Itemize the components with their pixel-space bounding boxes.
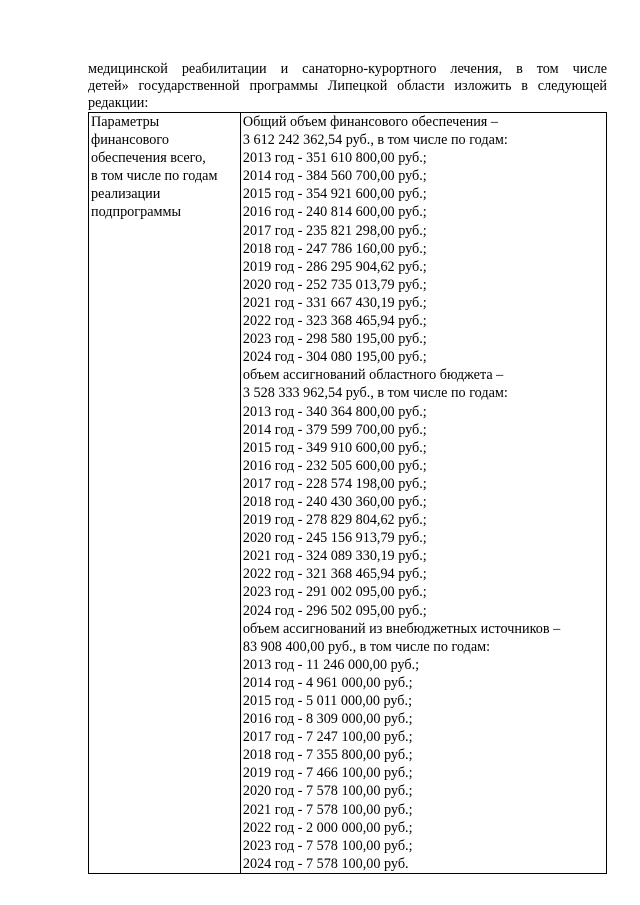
content-line: 2024 год - 296 502 095,00 руб.; [242,602,427,619]
intro-line: медицинской реабилитации и санаторно-курортного лечения, в том числе [88,61,607,77]
content-line: Общий объем финансового обеспечения – [242,114,498,130]
label-line: в том числе по годам [91,168,218,185]
content-line: 2024 год - 7 578 100,00 руб. [242,855,409,872]
content-line: 2022 год - 321 368 465,94 руб.; [242,566,427,583]
label-line: реализации [91,186,161,203]
content-line: 2016 год - 232 505 600,00 руб.; [242,457,427,474]
content-line: 2020 год - 245 156 913,79 руб.; [242,530,427,547]
content-line: 2013 год - 11 246 000,00 руб.; [242,656,420,673]
content-line: 2018 год - 247 786 160,00 руб.; [242,240,427,257]
content-line: 83 908 400,00 руб., в том числе по годам: [242,638,491,655]
label-line: подпрограммы [91,204,181,221]
content-line: 2018 год - 240 430 360,00 руб.; [242,493,427,510]
content-line: 2014 год - 4 961 000,00 руб.; [242,674,413,691]
content-line: 2017 год - 7 247 100,00 руб.; [242,729,413,746]
financing-content-cell [240,113,606,874]
content-line: 2019 год - 286 295 904,62 руб.; [242,258,427,275]
content-line: 2023 год - 291 002 095,00 руб.; [242,584,427,601]
intro-line: детей» государственной программы Липецкой области изложить в следующей [88,78,607,95]
content-line: объем ассигнований из внебюджетных источников – [242,620,561,637]
content-line: 2014 год - 384 560 700,00 руб.; [242,168,427,185]
content-line: 2017 год - 235 821 298,00 руб.; [242,222,427,239]
content-line: 2021 год - 324 089 330,19 руб.; [242,548,427,565]
content-line: 2019 год - 7 466 100,00 руб.; [242,765,413,782]
content-line: 2020 год - 252 735 013,79 руб.; [242,276,427,293]
table-row [89,113,607,874]
content-line: 2021 год - 331 667 430,19 руб.; [242,294,427,311]
content-line: 2023 год - 7 578 100,00 руб.; [242,837,413,854]
content-line: 2015 год - 349 910 600,00 руб.; [242,439,427,456]
label-line: финансового [91,132,169,149]
content-line: объем ассигнований областного бюджета – [242,367,504,384]
label-line: обеспечения всего, [91,150,206,167]
content-line: 2021 год - 7 578 100,00 руб.; [242,801,413,818]
content-line: 3 612 242 362,54 руб., в том числе по годам: [242,132,508,149]
content-line: 2022 год - 2 000 000,00 руб.; [242,819,413,836]
content-line: 2013 год - 340 364 800,00 руб.; [242,403,427,420]
content-line: 2024 год - 304 080 195,00 руб.; [242,349,427,366]
content-line: 2014 год - 379 599 700,00 руб.; [242,421,427,438]
content-line: 2015 год - 5 011 000,00 руб.; [242,693,413,709]
content-line: 2023 год - 298 580 195,00 руб.; [242,331,427,348]
content-line: 2016 год - 240 814 600,00 руб.; [242,204,427,221]
content-line: 3 528 333 962,54 руб., в том числе по годам: [242,385,508,402]
financing-table [88,112,607,874]
content-line: 2015 год - 354 921 600,00 руб.; [242,186,427,203]
content-line: 2016 год - 8 309 000,00 руб.; [242,711,413,728]
parameter-label-cell [89,113,241,874]
content-line: 2019 год - 278 829 804,62 руб.; [242,512,427,529]
intro-line: редакции: [88,95,149,112]
content-line: 2020 год - 7 578 100,00 руб.; [242,783,413,800]
content-line: 2013 год - 351 610 800,00 руб.; [242,150,427,167]
content-line: 2022 год - 323 368 465,94 руб.; [242,313,427,330]
intro-paragraph [88,61,607,113]
content-line: 2018 год - 7 355 800,00 руб.; [242,747,413,764]
label-line: Параметры [91,114,160,130]
content-line: 2017 год - 228 574 198,00 руб.; [242,475,427,492]
